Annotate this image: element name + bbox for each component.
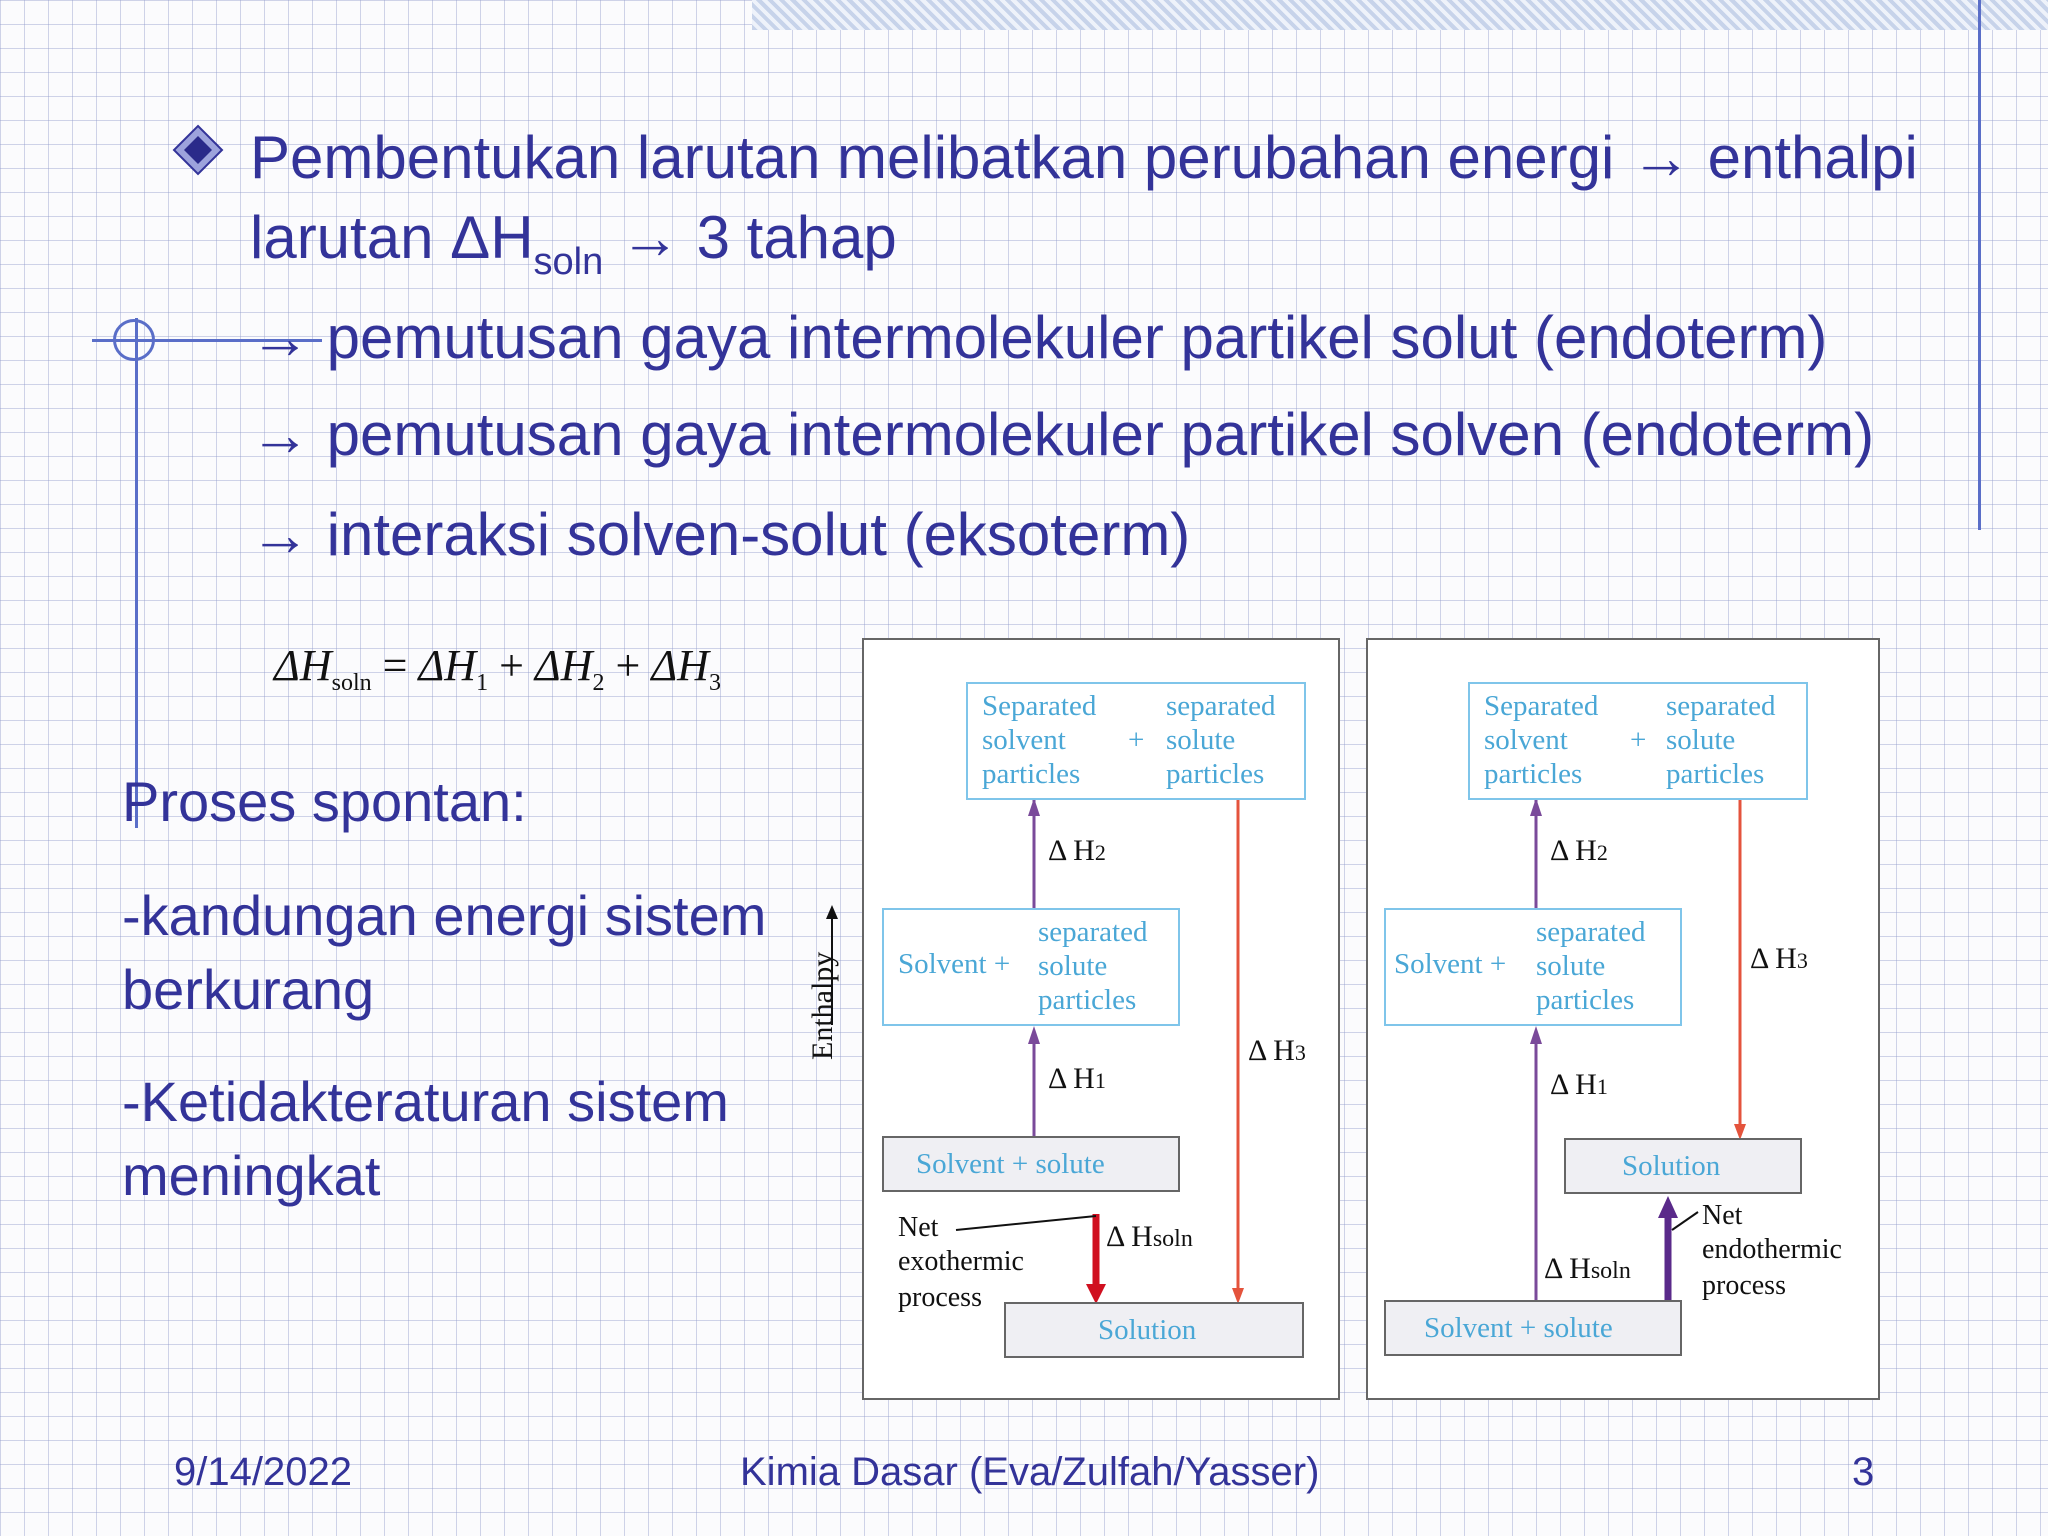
- mid-right-line-3: particles: [1038, 984, 1137, 1016]
- top2-right-line-2: solute: [1666, 724, 1736, 756]
- top-right-line-2: solute: [1166, 724, 1236, 756]
- eq-term-3-sub: 3: [708, 670, 721, 696]
- solution-box-2: [1564, 1138, 1802, 1194]
- dhsoln2-label-sub: soln: [1590, 1258, 1631, 1284]
- dh1-label: [1048, 1064, 1106, 1094]
- dh3b-label-sub: 3: [1796, 948, 1808, 973]
- eq-term-1-sub: 1: [476, 670, 489, 696]
- mid2-left-text: Solvent +: [1394, 948, 1507, 980]
- solvent-separated-solute-box-2: [1384, 908, 1682, 1026]
- top2-left-line-2: solvent: [1484, 724, 1568, 756]
- eq-lhs: ΔH: [274, 641, 332, 690]
- bullet-line1-text: Pembentukan larutan melibatkan perubahan energi: [250, 124, 1615, 191]
- endothermic-diagram-panel: [1366, 638, 1880, 1400]
- eq-equals: =: [382, 641, 408, 690]
- dh2-label-sub: 2: [1094, 840, 1106, 865]
- dh1b-label-main: Δ H: [1550, 1068, 1597, 1101]
- dh2-label-2: [1550, 836, 1608, 866]
- slide-number: 3: [1852, 1450, 1875, 1494]
- footer-title: Kimia Dasar (Eva/Zulfah/Yasser): [740, 1450, 1320, 1494]
- enthalpy-axis-arrow-icon: [822, 905, 842, 1025]
- criterion-2-line-1: -Ketidakteraturan sistem: [122, 1070, 729, 1133]
- top2-right-line-1: separated: [1666, 690, 1776, 722]
- exothermic-diagram-panel: [862, 638, 1340, 1400]
- dh1-label-2: [1550, 1070, 1608, 1100]
- top2-right-line-3: particles: [1666, 758, 1765, 790]
- footer-date: 9/14/2022: [174, 1450, 352, 1494]
- bullet-line2-end: → 3 tahap: [619, 204, 897, 271]
- dhsoln-label-main: Δ H: [1106, 1220, 1153, 1253]
- net-endo-line-2: endothermic: [1702, 1234, 1842, 1265]
- step-1: → pemutusan gaya intermolekuler partikel solut (endoterm): [250, 304, 1828, 371]
- dh3-label-sub: 3: [1294, 1040, 1306, 1065]
- eq-plus-2: +: [615, 641, 641, 690]
- top2-plus: +: [1630, 724, 1647, 756]
- separated-particles-box-2: [1468, 682, 1808, 800]
- dh3b-label-main: Δ H: [1750, 942, 1797, 975]
- dh1b-label-sub: 1: [1596, 1074, 1608, 1099]
- top-left-line-2: solvent: [982, 724, 1066, 756]
- solvent-solute-box-2: [1384, 1300, 1682, 1356]
- spontaneous-heading: Proses spontan:: [122, 770, 527, 833]
- top-left-line-1: Separated: [982, 690, 1097, 722]
- net-exo-line-1: Net: [898, 1212, 939, 1243]
- net-endo-line-3: process: [1702, 1270, 1786, 1301]
- top-plus: +: [1128, 724, 1145, 756]
- dh3-label: [1248, 1036, 1306, 1066]
- solvent-solute-text-2: Solvent + solute: [1424, 1312, 1613, 1344]
- top-pattern-strip: [752, 0, 2048, 30]
- bullet-line-1: [250, 124, 1918, 191]
- enthalpy-axis-label: Enthalpy: [806, 951, 839, 1060]
- separated-particles-box: [966, 682, 1306, 800]
- top2-left-line-3: particles: [1484, 758, 1583, 790]
- crosshair-circle-icon: [113, 319, 155, 361]
- mid2-right-line-1: separated: [1536, 916, 1646, 948]
- solution-text: Solution: [1098, 1314, 1197, 1346]
- solvent-solute-box: [882, 1136, 1180, 1192]
- dhsoln-label-2: [1544, 1254, 1631, 1284]
- criterion-1-line-2: berkurang: [122, 958, 375, 1021]
- mid2-right-line-3: particles: [1536, 984, 1635, 1016]
- top2-left-line-1: Separated: [1484, 690, 1599, 722]
- dh2-label: [1048, 836, 1106, 866]
- mid-right-line-2: solute: [1038, 950, 1108, 982]
- solution-box: [1004, 1302, 1304, 1358]
- top-right-line-1: separated: [1166, 690, 1276, 722]
- eq-term-3: ΔH: [651, 641, 709, 690]
- dh2-label-main: Δ H: [1048, 834, 1095, 867]
- net-endo-line-1: Net: [1702, 1200, 1743, 1231]
- bullet-line2-sub: soln: [533, 241, 604, 283]
- left-vertical-line: [135, 318, 138, 828]
- bullet-line2-start: larutan ΔH: [250, 204, 534, 271]
- step-2: → pemutusan gaya intermolekuler partikel solven (endoterm): [250, 401, 1875, 468]
- eq-term-2: ΔH: [534, 641, 593, 690]
- dh3-label-2: [1750, 944, 1808, 974]
- criterion-2-line-2: meningkat: [122, 1144, 381, 1207]
- mid-left-text: Solvent +: [898, 948, 1011, 980]
- enthalpy-equation: [274, 640, 721, 696]
- eq-lhs-sub: soln: [331, 670, 372, 696]
- solution-text-2: Solution: [1622, 1150, 1721, 1182]
- top-left-line-3: particles: [982, 758, 1081, 790]
- solvent-separated-solute-box: [882, 908, 1180, 1026]
- dh2b-label-main: Δ H: [1550, 834, 1597, 867]
- dhsoln2-label-main: Δ H: [1544, 1252, 1591, 1285]
- net-exo-line-2: exothermic: [898, 1246, 1024, 1277]
- top-right-line-3: particles: [1166, 758, 1265, 790]
- dh1-label-main: Δ H: [1048, 1062, 1095, 1095]
- dh3-label-main: Δ H: [1248, 1034, 1295, 1067]
- dhsoln-label: [1106, 1222, 1193, 1252]
- dh1-label-sub: 1: [1094, 1068, 1106, 1093]
- right-vertical-line: [1978, 0, 1981, 530]
- dhsoln-label-sub: soln: [1152, 1226, 1193, 1252]
- bullet-line1-end: enthalpi: [1707, 124, 1918, 191]
- eq-term-1: ΔH: [418, 641, 477, 690]
- mid2-right-line-2: solute: [1536, 950, 1606, 982]
- solvent-solute-text: Solvent + solute: [916, 1148, 1105, 1180]
- mid-right-line-1: separated: [1038, 916, 1148, 948]
- criterion-1-line-1: -kandungan energi sistem: [122, 884, 767, 947]
- net-exo-line-3: process: [898, 1282, 982, 1313]
- dh2b-label-sub: 2: [1596, 840, 1608, 865]
- diamond-bullet-icon: [172, 124, 224, 176]
- step-3: → interaksi solven-solut (eksoterm): [250, 501, 1191, 568]
- arrow-right-icon: →: [1630, 124, 1691, 191]
- bullet-line-2: [250, 204, 897, 283]
- eq-term-2-sub: 2: [592, 670, 605, 696]
- eq-plus-1: +: [499, 641, 524, 690]
